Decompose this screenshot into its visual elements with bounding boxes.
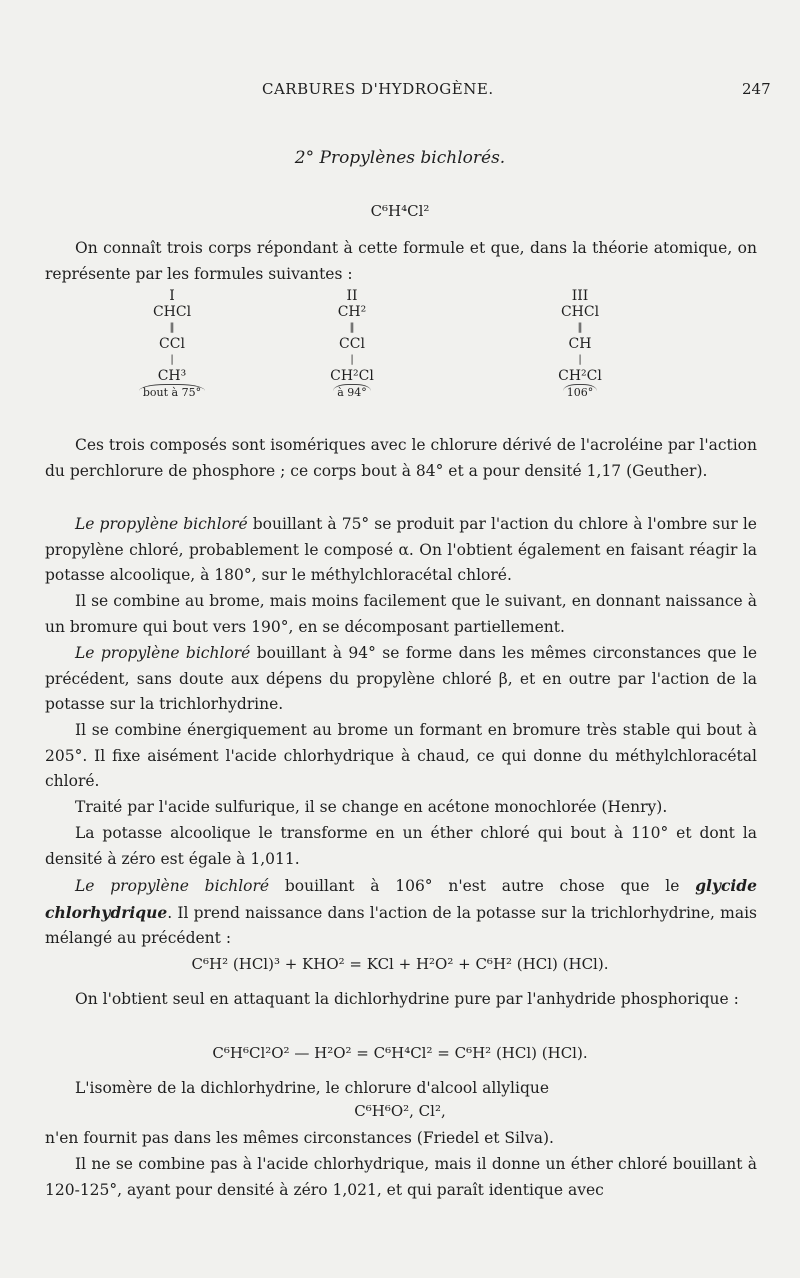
equation-1: C⁶H² (HCl)³ + KHO² = KCl + H²O² + C⁶H² (HCl) (HCl).	[191, 955, 609, 973]
equation-2: C⁶H⁶Cl²O² — H²O² = C⁶H⁴Cl² = C⁶H² (HCl) (HCl).	[212, 1044, 588, 1062]
formula-line: CCl	[159, 336, 185, 352]
isomer-numeral: II	[346, 288, 358, 304]
single-bond: |	[170, 354, 174, 365]
page-header	[0, 80, 800, 104]
term-glycide: glycide chlorhydrique	[45, 876, 757, 922]
paragraph-ether: Il ne se combine pas à l'acide chlorhydrique, mais il donne un éther chloré bouillant à 120-125°, ayant pour densité à zéro 1,021, et qui paraît identique avec	[45, 1155, 757, 1199]
formula-main: C⁶H⁴Cl²	[370, 202, 430, 220]
isomer-III	[520, 288, 640, 400]
paragraph-bromine: Il se combine au brome, mais moins facilement que le suivant, en donnant naissance à un bromure qui bout vers 190°, en se décomposant partiellement.	[45, 592, 757, 636]
section-title: 2° Propylènes bichlorés.	[294, 148, 506, 168]
paragraph-bromine-energetic: Il se combine énergiquement au brome un formant en bromure très stable qui bout à 205°. Il fixe aisément l'acide chlorhydrique à chaud, ce qui donne du méthylchloracétal chloré.	[45, 721, 757, 790]
boiling-note: à 94°	[333, 384, 371, 401]
formula-line: CH²Cl	[558, 368, 602, 384]
intro-paragraph: On connaît trois corps répondant à cette formule et que, dans la théorie atomique, on représente par les formules suivantes :	[45, 239, 757, 283]
paragraph-text: . Il prend naissance dans l'action de la potasse sur la trichlorhydrine, mais mélangé au précédent :	[45, 903, 757, 947]
paragraph-propylene-75	[45, 512, 757, 589]
boiling-note: bout à 75°	[139, 384, 205, 401]
double-bond: ‖	[169, 322, 175, 333]
isomer-numeral: I	[169, 288, 175, 304]
double-bond: ‖	[577, 322, 583, 333]
paragraph-sulfuric: Traité par l'acide sulfurique, il se change en acétone monochlorée (Henry).	[75, 798, 668, 816]
formula-line: CCl	[339, 336, 365, 352]
double-bond: ‖	[349, 322, 355, 333]
formula-line: CHCl	[152, 304, 192, 320]
paragraph-text: bouillant à 94° se forme dans les mêmes circonstances que le précédent, sans doute aux dépens du propylène chloré β, et en outre par l'action de la potasse sur la trichlorhydrine.	[45, 644, 757, 713]
paragraph-propylene-94	[45, 641, 757, 718]
paragraph-isomer: L'isomère de la dichlorhydrine, le chlorure d'alcool allylique	[75, 1079, 550, 1097]
equation-3: C⁶H⁶O², Cl²,	[354, 1102, 446, 1120]
isomer-II	[292, 288, 412, 400]
single-bond: |	[350, 354, 354, 365]
page-number: 247	[742, 80, 771, 98]
formula-line: CH²Cl	[330, 368, 374, 384]
paragraph-anhydride: On l'obtient seul en attaquant la dichlorhydrine pure par l'anhydride phosphorique :	[75, 990, 739, 1008]
paragraph-potash: La potasse alcoolique le transforme en un éther chloré qui bout à 110° et dont la densité à zéro est égale à 1,011.	[45, 824, 757, 868]
term-propylene-bichlore: Le propylène bichloré	[75, 644, 251, 662]
paragraph-text: bouillant à 75° se produit par l'action du chlore à l'ombre sur le propylène chloré, probablement le composé α. On l'obtient également en faisant réagir la potasse alcoolique, à 180°, sur le méthylchloracétal chloré.	[45, 515, 757, 584]
paragraph-isomeric: Ces trois composés sont isomériques avec le chlorure dérivé de l'acroléine par l'action du perchlorure de phosphore ; ce corps bout à 84° et a pour densité 1,17 (Geuther).	[45, 436, 757, 480]
formula-line: CH²	[337, 304, 367, 320]
formula-line: CH³	[157, 368, 187, 384]
isomer-numeral: III	[571, 288, 589, 304]
formula-line: CHCl	[560, 304, 600, 320]
term-propylene-bichlore: Le propylène bichloré	[75, 877, 270, 895]
running-title: CARBURES D'HYDROGÈNE.	[262, 80, 494, 98]
isomer-formulas	[0, 288, 800, 418]
boiling-note: 106°	[563, 384, 598, 401]
isomer-I	[112, 288, 232, 400]
formula-line: CH	[568, 336, 592, 352]
single-bond: |	[578, 354, 582, 365]
paragraph-propylene-106	[45, 873, 757, 952]
paragraph-text: bouillant à 106° n'est autre chose que le	[269, 877, 696, 895]
paragraph-friedel: n'en fournit pas dans les mêmes circonstances (Friedel et Silva).	[45, 1129, 554, 1147]
term-propylene-bichlore: Le propylène bichloré	[75, 515, 248, 533]
